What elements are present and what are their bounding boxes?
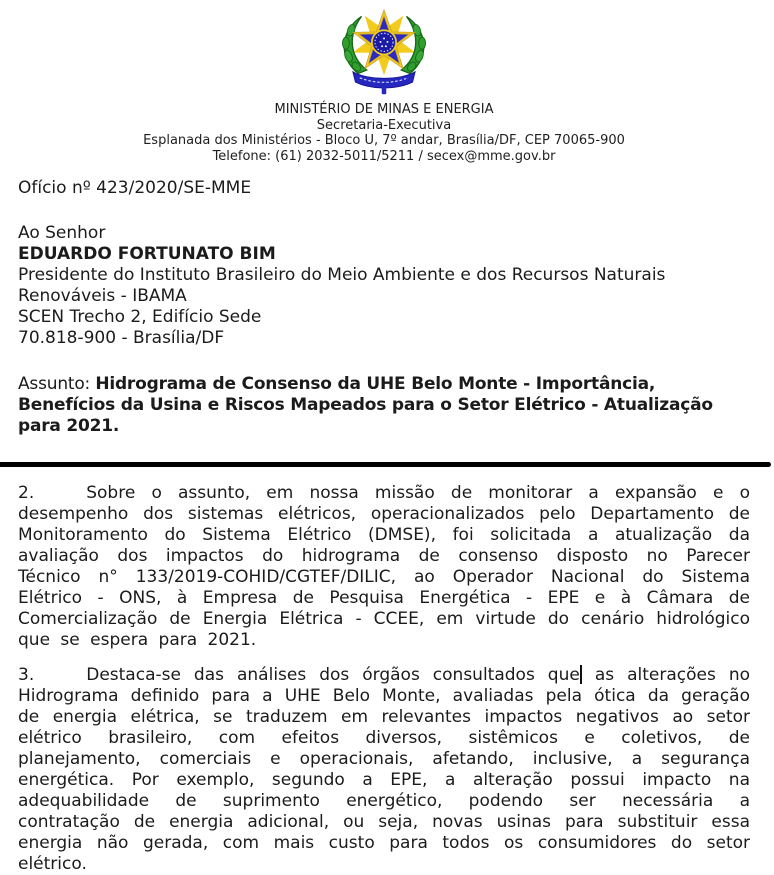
recipient-salutation: Ao Senhor bbox=[18, 223, 106, 243]
letterhead-crest bbox=[18, 6, 750, 100]
paragraph-2[interactable] bbox=[18, 483, 750, 651]
paragraph-3[interactable] bbox=[18, 665, 750, 875]
ministry-phone: Telefone: (61) 2032-5011/5211 / secex@mme.gov.br bbox=[212, 148, 556, 164]
ministry-name: MINISTÉRIO DE MINAS E ENERGIA bbox=[274, 102, 494, 117]
recipient-title-line1: Presidente do Instituto Brasileiro do Meio Ambiente e dos Recursos Naturais bbox=[18, 265, 666, 285]
subject-block bbox=[18, 374, 750, 437]
letterhead bbox=[18, 102, 750, 164]
recipient-block bbox=[18, 223, 750, 349]
recipient-name: EDUARDO FORTUNATO BIM bbox=[18, 244, 276, 264]
paragraph-3-number: 3. bbox=[18, 665, 35, 685]
subject-text: Hidrograma de Consenso da UHE Belo Monte - Importância, Benefícios da Usina e Riscos Mapeados para o Setor Elétrico - Atualização para 2021. bbox=[18, 374, 713, 436]
recipient-address-line2: 70.818-900 - Brasília/DF bbox=[18, 328, 225, 348]
paragraph-2-text: Sobre o assunto, em nossa missão de monitorar a expansão e o desempenho dos sistemas elétricos, operacionalizados pelo Departamento de Monitoramento do Sistema Elétrico (DMSE), foi solicitada a atualização da avaliação dos impactos do hidrograma de consenso disposto no Parecer Técnico n° 133/2019-COHID/CGTEF/DILIC, ao Operador Nacional do Sistema Elétrico - ONS, à Empresa de Pesquisa Energética - EPE e à Câmara de Comercialização de Energia Elétrica - CCEE, em virtude do cenário hidrológico que se espera para 2021. bbox=[18, 483, 750, 650]
recipient-title-line2: Renováveis - IBAMA bbox=[18, 286, 187, 306]
letter-body-text-area[interactable] bbox=[18, 483, 750, 875]
paragraph-3-text-after-cursor: as alterações no Hidrograma definido para a UHE Belo Monte, avaliadas pela ótica da geração de energia elétrica, se traduzem em relevantes impactos negativos ao setor elétrico brasileiro, com efeitos diversos, sistêmicos e coletivos, de planejamento, comerciais e operacionais, afetando, inclusive, a segurança energética. Por exemplo, segundo a EPE, a alteração possui impacto na adequabilidade de suprimento energético, podendo ser necessária a contratação de energia adicional, ou seja, novas usinas para substituir essa energia não gerada, com mais custo para todos os consumidores do setor elétrico. bbox=[18, 665, 750, 874]
paragraph-3-text-before-cursor: Destaca-se das análises dos órgãos consultados que bbox=[86, 665, 580, 685]
paragraph-2-number: 2. bbox=[18, 483, 35, 503]
recipient-address-line1: SCEN Trecho 2, Edifício Sede bbox=[18, 307, 262, 327]
secretariat-name: Secretaria-Executiva bbox=[316, 117, 452, 133]
ministry-address: Esplanada dos Ministérios - Bloco U, 7º andar, Brasília/DF, CEP 70065-900 bbox=[143, 133, 625, 148]
divider-rule bbox=[0, 462, 771, 467]
subject-label: Assunto: bbox=[18, 374, 91, 394]
oficio-reference: Ofício nº 423/2020/SE-MME bbox=[18, 178, 252, 198]
brazil-coat-of-arms-icon bbox=[332, 6, 436, 96]
